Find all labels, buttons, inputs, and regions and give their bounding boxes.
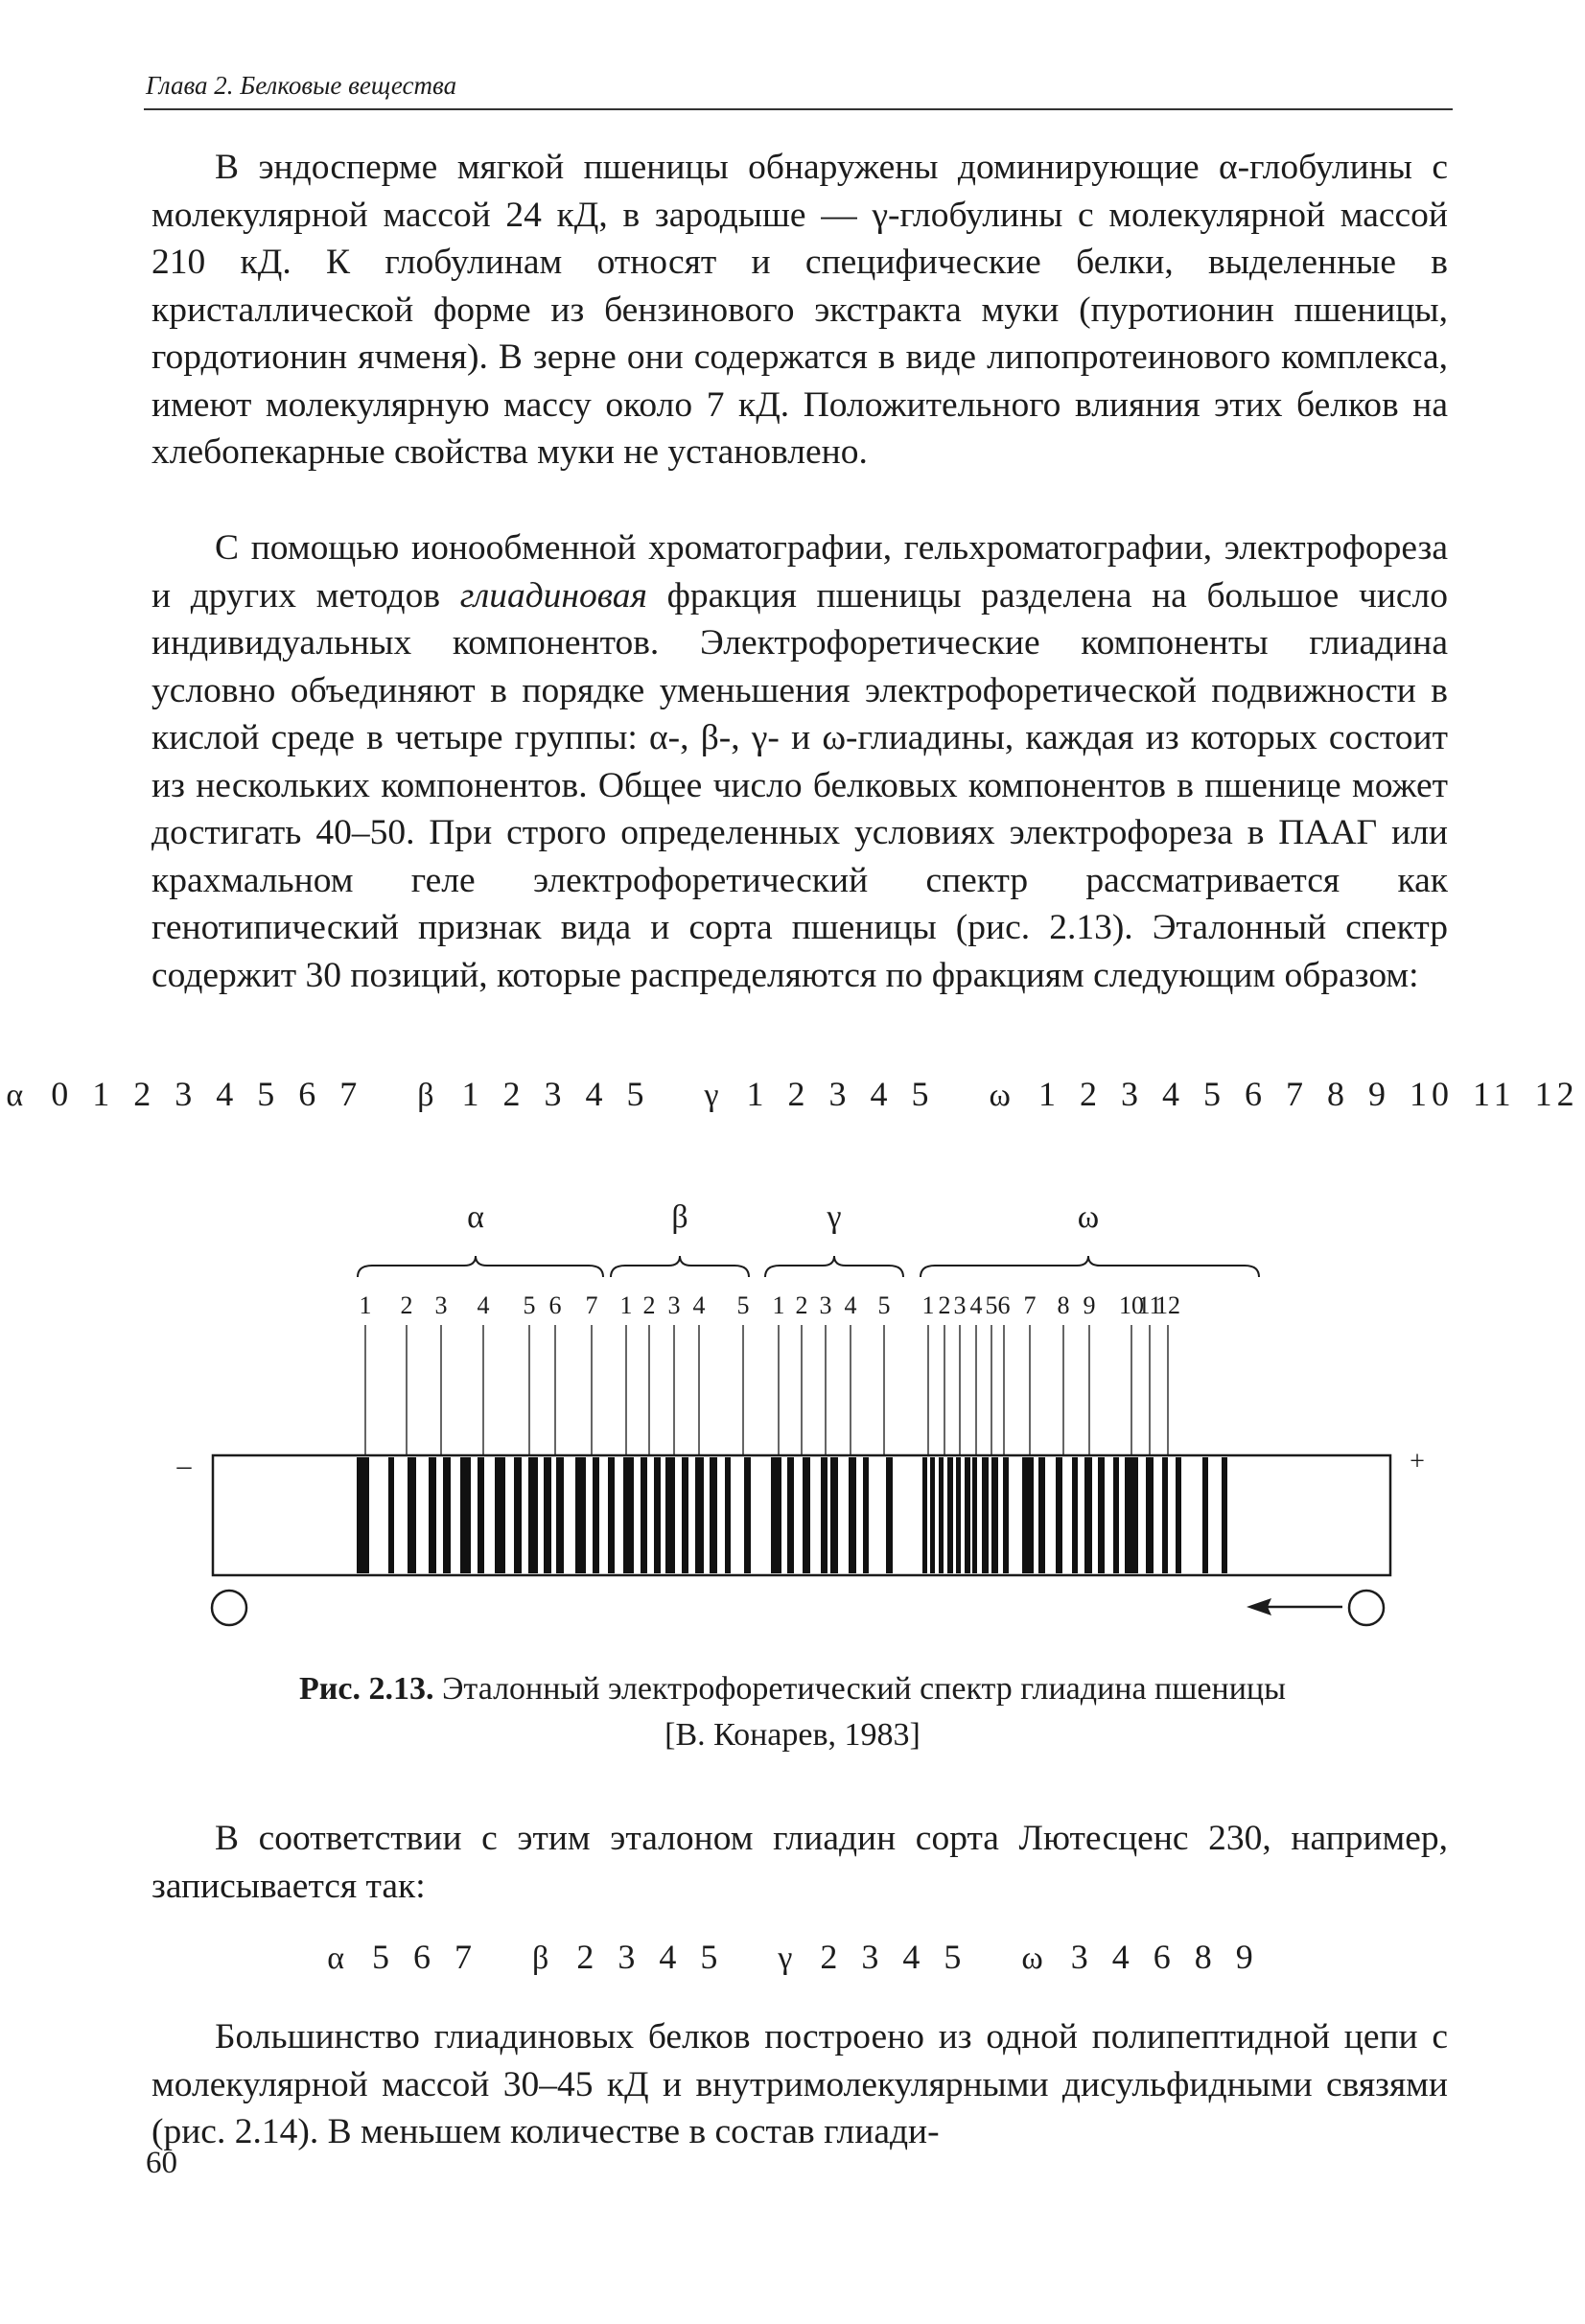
band-10	[528, 1457, 538, 1573]
alpha-numbers: 5 6 7	[372, 1938, 478, 1976]
alpha-letter: α	[6, 1078, 29, 1113]
band-49	[1113, 1457, 1119, 1573]
p2-italic: глиадиновая	[459, 575, 647, 616]
page-number: 60	[146, 2146, 177, 2180]
omega-label-1: 1	[921, 1291, 935, 1319]
gamma-brace	[765, 1256, 903, 1277]
band-41	[991, 1457, 998, 1573]
omega-label-6: 6	[997, 1291, 1011, 1319]
chapter-header: Глава 2. Белковые вещества	[146, 71, 457, 100]
omega-letter: ω	[989, 1078, 1015, 1113]
electrophoresis-figure	[0, 1189, 1585, 1630]
band-8	[495, 1457, 505, 1573]
band-11	[544, 1457, 551, 1573]
band-40	[982, 1457, 989, 1573]
paragraph-2-text	[152, 524, 1448, 999]
beta-label-5: 5	[736, 1291, 750, 1319]
band-24	[744, 1457, 751, 1573]
band-45	[1056, 1457, 1062, 1573]
gamma-group-letter: γ	[827, 1199, 842, 1235]
band-3	[408, 1457, 416, 1573]
alpha-label-1: 1	[359, 1291, 372, 1319]
band-42	[1003, 1457, 1009, 1573]
band-34	[930, 1457, 935, 1573]
formula-reference	[0, 1074, 1585, 1114]
gamma-label-2: 2	[795, 1291, 808, 1319]
band-37	[956, 1457, 961, 1573]
band-25	[771, 1457, 781, 1573]
band-18	[654, 1457, 661, 1573]
gamma-numbers: 1 2 3 4 5	[746, 1075, 934, 1113]
band-14	[593, 1457, 599, 1573]
beta-label-1: 1	[619, 1291, 633, 1319]
gamma-label-4: 4	[844, 1291, 857, 1319]
omega-label-2: 2	[938, 1291, 951, 1319]
gamma-letter: γ	[704, 1078, 724, 1113]
band-17	[641, 1457, 647, 1573]
alpha-label-3: 3	[434, 1291, 448, 1319]
beta-letter: β	[532, 1941, 554, 1976]
paragraph-1	[152, 144, 1448, 476]
paragraph-3-text: В соответствии с этим эталоном глиадин сорта Лютесценс 230, например, записывается так:	[152, 1819, 1448, 1906]
paragraph-3	[152, 1815, 1448, 1910]
gamma-label-5: 5	[877, 1291, 891, 1319]
alpha-label-4: 4	[477, 1291, 490, 1319]
omega-label-10: 10	[1119, 1291, 1144, 1319]
omega-label-4: 4	[969, 1291, 983, 1319]
beta-label-3: 3	[667, 1291, 681, 1319]
band-23	[725, 1457, 731, 1573]
band-33	[922, 1457, 927, 1573]
alpha-numbers: 0 1 2 3 4 5 6 7	[51, 1075, 362, 1113]
band-15	[608, 1457, 615, 1573]
band-13	[575, 1457, 586, 1573]
beta-letter: β	[417, 1078, 439, 1113]
beta-label-4: 4	[692, 1291, 706, 1319]
omega-label-9: 9	[1083, 1291, 1096, 1319]
band-4	[429, 1457, 436, 1573]
band-38	[965, 1457, 970, 1573]
omega-brace	[921, 1256, 1259, 1277]
gamma-label-3: 3	[819, 1291, 832, 1319]
caption-text: Эталонный электрофоретический спектр глиадина пшеницы	[433, 1671, 1286, 1707]
header-rule	[144, 108, 1453, 110]
omega-label-5: 5	[985, 1291, 998, 1319]
band-50	[1125, 1457, 1138, 1573]
band-48	[1098, 1457, 1105, 1573]
band-2	[388, 1457, 394, 1573]
alpha-label-5: 5	[523, 1291, 536, 1319]
minus-sign: –	[176, 1450, 192, 1481]
alpha-label-6: 6	[548, 1291, 562, 1319]
alpha-letter: α	[327, 1941, 350, 1976]
paragraph-2	[152, 524, 1448, 999]
alpha-group-letter: α	[467, 1199, 484, 1235]
caption-line-1	[0, 1666, 1585, 1712]
caption-line-2: [В. Конарев, 1983]	[664, 1717, 921, 1753]
p2-part2: фракция пшеницы разделена на большое число индивидуальных компонентов. Электрофоретические компоненты глиадина условно объединяют в порядке уменьшения электрофоретической подвижности в кислой среде в четыре группы: α-, β-, γ- и ω-глиадины, каждая из которых состоит из нескольких компонентов. Общее число белковых компонентов в пшенице может достигать 40–50. При строго определенных условиях электрофореза в ПААГ или крахмальном геле электрофоретический спектр рассматривается как генотипический признак вида и сорта пшеницы (рис. 2.13). Эталонный спектр содержит 30 позиций, которые распределяются по фракциям следующим образом:	[152, 575, 1448, 995]
band-1	[357, 1457, 369, 1573]
beta-label-2: 2	[642, 1291, 656, 1319]
beta-numbers: 2 3 4 5	[576, 1938, 723, 1976]
omega-numbers: 1 2 3 4 5 6 7 8 9 10 11 12	[1037, 1075, 1579, 1113]
band-52	[1162, 1457, 1168, 1573]
band-22	[710, 1457, 717, 1573]
band-51	[1146, 1457, 1154, 1573]
caption-label: Рис. 2.13.	[299, 1671, 434, 1707]
band-26	[787, 1457, 794, 1573]
band-54	[1202, 1457, 1208, 1573]
beta-numbers: 1 2 3 4 5	[461, 1075, 649, 1113]
band-36	[947, 1457, 953, 1573]
band-30	[849, 1457, 856, 1573]
start-circle	[212, 1591, 246, 1625]
beta-brace	[611, 1256, 749, 1277]
plus-sign: +	[1410, 1447, 1425, 1476]
formula-example	[0, 1937, 1585, 1977]
alpha-brace	[358, 1256, 603, 1277]
paragraph-4-text: Большинство глиадиновых белков построено из одной полипептидной цепи с молекулярной массой 30–45 кД и внутримолекулярными дисульфидными связями (рис. 2.14). В меньшем количестве в состав глиади-	[152, 2017, 1448, 2151]
band-55	[1222, 1457, 1227, 1573]
paragraph-4	[152, 2013, 1448, 2156]
omega-label-8: 8	[1057, 1291, 1070, 1319]
alpha-label-7: 7	[585, 1291, 598, 1319]
band-35	[939, 1457, 944, 1573]
figure-caption	[0, 1666, 1585, 1758]
band-43	[1022, 1457, 1034, 1573]
band-39	[972, 1457, 977, 1573]
band-44	[1038, 1457, 1045, 1573]
band-16	[623, 1457, 634, 1573]
omega-letter: ω	[1021, 1941, 1048, 1976]
p2-part1: С помощью ионообменной хроматографии, гельхроматографии, электрофореза и других методов	[152, 528, 1448, 616]
band-53	[1176, 1457, 1181, 1573]
gamma-label-1: 1	[772, 1291, 785, 1319]
omega-label-7: 7	[1023, 1291, 1037, 1319]
alpha-label-2: 2	[400, 1291, 413, 1319]
band-12	[556, 1457, 564, 1573]
band-7	[478, 1457, 484, 1573]
band-47	[1084, 1457, 1092, 1573]
band-21	[695, 1457, 704, 1573]
omega-group-letter: ω	[1077, 1199, 1100, 1235]
band-46	[1072, 1457, 1078, 1573]
band-28	[821, 1457, 827, 1573]
band-9	[514, 1457, 522, 1573]
band-27	[803, 1457, 810, 1573]
band-29	[830, 1457, 838, 1573]
band-19	[665, 1457, 675, 1573]
band-5	[443, 1457, 451, 1573]
application-circle	[1349, 1591, 1384, 1625]
omega-label-3: 3	[953, 1291, 967, 1319]
gamma-letter: γ	[778, 1941, 798, 1976]
gamma-numbers: 2 3 4 5	[820, 1938, 967, 1976]
paragraph-1-text: В эндосперме мягкой пшеницы обнаружены доминирующие α-глобулины с молекулярной массой 24 кД, в зародыше — γ-глобулины с молекулярной массой 210 кД. К глобулинам относят и специфические белки, выделенные в кристаллической форме из бензинового экстракта муки (пуротионин пшеницы, гордотионин ячменя). В зерне они содержатся в виде липопротеинового комплекса, имеют молекулярную массу около 7 кД. Положительного влияния этих белков на хлебопекарные свойства муки не установлено.	[152, 148, 1448, 472]
omega-label-11: 11	[1137, 1291, 1162, 1319]
omega-label-12: 12	[1155, 1291, 1180, 1319]
band-6	[460, 1457, 471, 1573]
beta-group-letter: β	[671, 1199, 688, 1235]
band-32	[886, 1457, 893, 1573]
band-20	[682, 1457, 688, 1573]
omega-numbers: 3 4 6 8 9	[1070, 1938, 1258, 1976]
band-31	[863, 1457, 869, 1573]
